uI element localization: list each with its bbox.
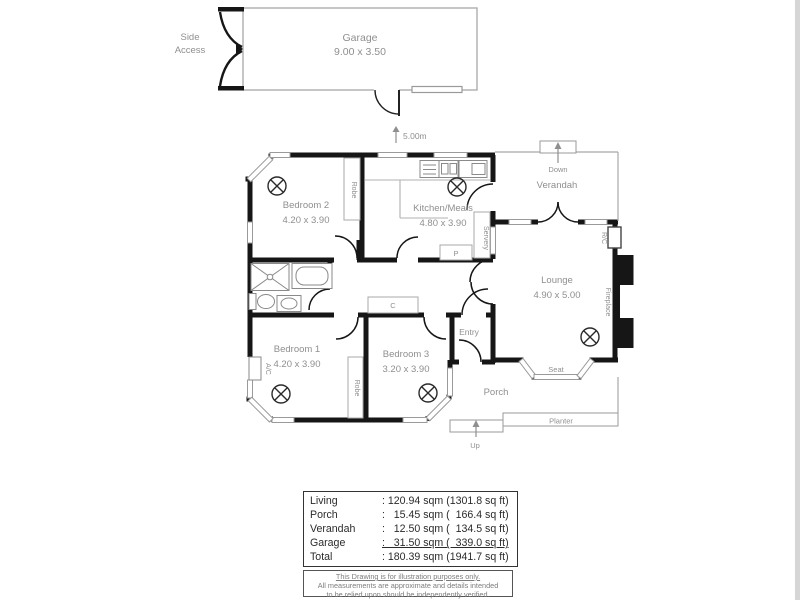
lounge-dims: 4.90 x 5.00	[533, 290, 581, 301]
french-door-verandah-left	[538, 202, 558, 222]
bedroom2-label: Bedroom 2	[282, 200, 330, 211]
area-value: : 12.50 sqm ( 134.5 sq ft)	[382, 523, 509, 536]
garage-label: Garage	[342, 32, 378, 44]
fireplace	[616, 255, 638, 348]
table-row	[310, 494, 512, 508]
disclaimer-line2: All measurements are approximate and details intended	[317, 580, 499, 590]
table-row	[310, 536, 512, 550]
door-arc-entry-porch	[459, 340, 481, 362]
table-row	[310, 522, 512, 536]
window	[272, 418, 294, 423]
porch-label: Porch	[483, 387, 509, 398]
area-label: Garage	[310, 537, 346, 550]
pantry-label: P	[453, 249, 459, 258]
area-label: Porch	[310, 509, 338, 522]
area-value-underlined: : 31.50 sqm ( 339.0 sq ft)	[382, 537, 509, 550]
bedroom1-label: Bedroom 1	[273, 344, 321, 355]
up-label: Up	[470, 441, 480, 450]
lounge-label: Lounge	[541, 275, 573, 286]
bedroom3-label: Bedroom 3	[382, 349, 430, 360]
fireplace-label: Fireplace	[604, 287, 611, 317]
area-value: : 180.39 sqm (1941.7 sq ft)	[382, 551, 509, 564]
entry-label: Entry	[459, 327, 479, 337]
ceiling-fan-icon	[268, 177, 286, 195]
area-value: : 120.94 sqm (1301.8 sq ft)	[382, 495, 509, 507]
garage-window	[412, 87, 462, 93]
table-row	[310, 508, 512, 522]
planter-label: Planter	[549, 416, 573, 426]
seat-label: Seat	[548, 365, 564, 374]
bedroom1-dims: 4.20 x 3.90	[273, 359, 321, 370]
door-arc-bedroom1	[336, 317, 358, 339]
french-door-lounge-right	[471, 282, 493, 304]
window	[448, 368, 453, 396]
window	[270, 153, 290, 158]
cupboard-label: C	[390, 301, 396, 310]
bay-window	[426, 396, 451, 421]
rc-label: R/C	[600, 231, 607, 245]
seat-bay-window	[577, 358, 594, 378]
window	[585, 220, 607, 225]
disclaimer-line1: This Drawing is for illustration purposes only.	[335, 572, 481, 581]
side-access-label-line1: Side	[180, 32, 200, 43]
robe-label-bedroom2: Robe	[350, 181, 357, 199]
rc-unit	[608, 227, 621, 248]
bay-window	[247, 156, 272, 181]
porch-steps	[450, 420, 503, 450]
garage-side-doors	[218, 7, 244, 91]
ceiling-fan-icon	[448, 178, 466, 196]
verandah-label: Verandah	[536, 180, 578, 191]
down-label: Down	[548, 165, 568, 174]
arrow-up-icon	[393, 126, 400, 132]
ac-label: A/C	[264, 363, 271, 375]
disclaimer-box	[303, 570, 513, 597]
ceiling-fan-icon	[272, 385, 290, 403]
area-label: Living	[310, 495, 338, 507]
area-summary-table	[303, 491, 518, 567]
planter	[503, 413, 618, 426]
french-door-verandah-right	[558, 202, 578, 222]
garage-dims: 9.00 x 3.50	[334, 46, 386, 58]
bay-window	[248, 397, 273, 422]
disclaimer-line3: to be relied upon should be independently verified.	[326, 589, 490, 599]
ceiling-fan-icon	[581, 328, 599, 346]
page-edge-strip	[795, 0, 800, 600]
seat-bay-window	[534, 375, 579, 380]
verandah-steps	[540, 141, 576, 174]
door-arc-bathroom	[309, 289, 330, 310]
bedroom3-dims: 3.20 x 3.90	[382, 364, 430, 375]
door-arc-bedroom3	[424, 317, 446, 339]
door-arc-kitchen-hall	[397, 237, 418, 258]
seat-bay-window	[519, 358, 536, 378]
robe-label-bedroom1: Robe	[353, 379, 360, 397]
driveway-length-label: 5.00m	[403, 131, 427, 141]
ceiling-fan-icon	[419, 384, 437, 402]
window	[378, 153, 407, 158]
window	[248, 222, 253, 243]
area-value: : 15.45 sqm ( 166.4 sq ft)	[382, 509, 509, 522]
kitchen-dims: 4.80 x 3.90	[419, 218, 467, 229]
area-label: Verandah	[310, 523, 356, 536]
window	[248, 380, 253, 398]
window	[509, 220, 531, 225]
kitchen-label: Kitchen/Meals	[413, 203, 473, 214]
table-row	[310, 550, 512, 564]
ac-unit	[249, 357, 261, 380]
servery-label: Servery	[482, 225, 489, 251]
bedroom2-dims: 4.20 x 3.90	[282, 215, 330, 226]
garage-outbuilding	[175, 7, 477, 116]
toilet	[249, 294, 256, 310]
side-access-label-line2: Access	[174, 45, 206, 56]
servery-window	[491, 227, 496, 254]
driveway-dimension	[393, 126, 427, 143]
window	[403, 418, 427, 423]
garage-rear-door	[374, 87, 399, 116]
area-label: Total	[310, 551, 333, 564]
door-arc-bedroom2	[335, 236, 357, 258]
window	[434, 153, 467, 158]
